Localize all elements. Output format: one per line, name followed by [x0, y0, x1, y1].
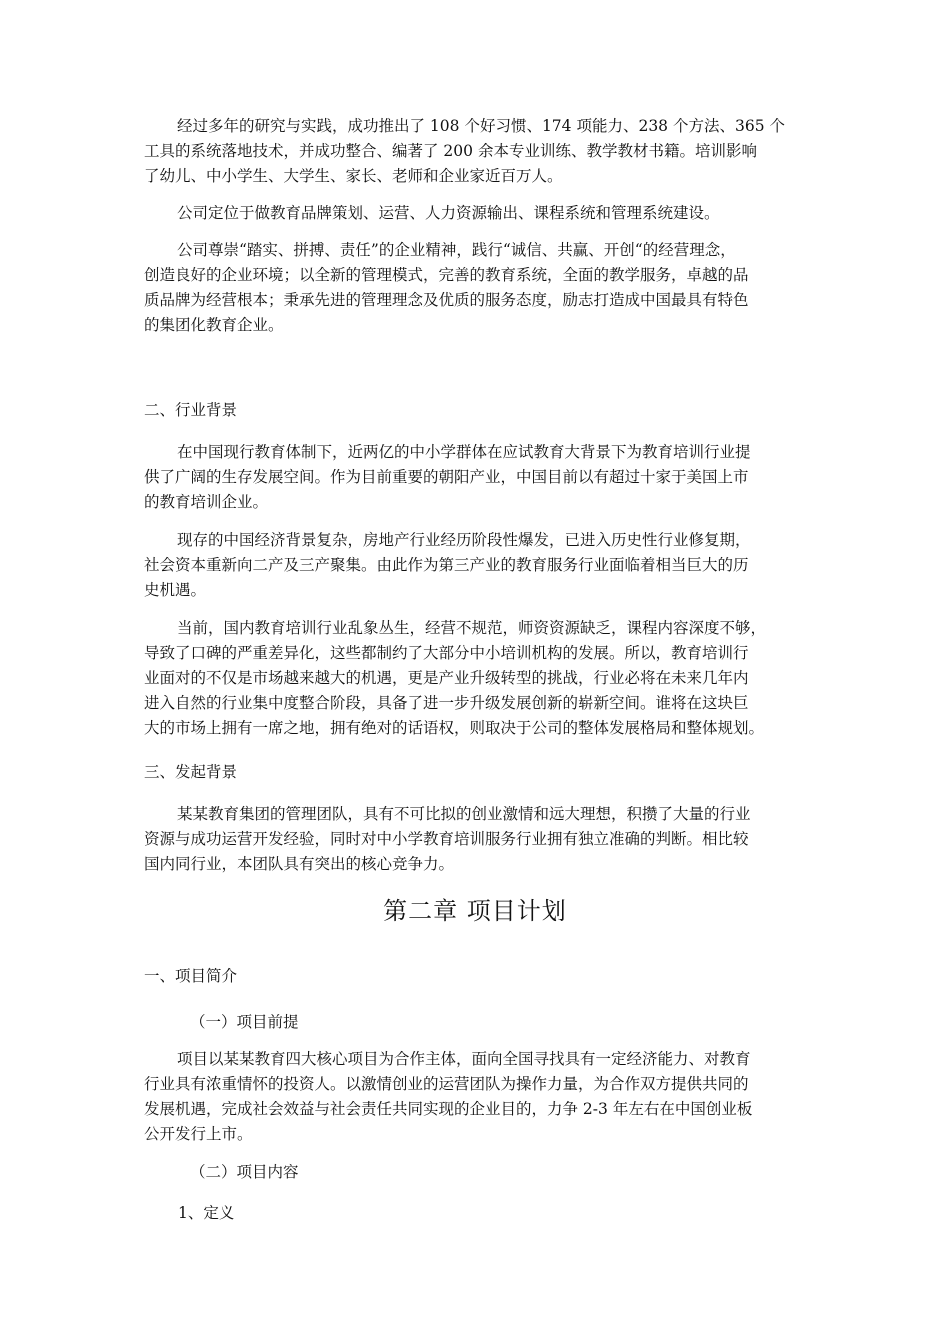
- text-line: 质品牌为经营根本；秉承先进的管理理念及优质的服务态度，励志打造成中国最具有特色: [144, 291, 749, 309]
- text-line: 资源与成功运营开发经验，同时对中小学教育培训服务行业拥有独立准确的判断。相比较: [144, 830, 749, 848]
- text-line: 公开发行上市。: [144, 1125, 253, 1143]
- text-line: 公司尊崇“踏实、拼搏、责任”的企业精神，践行“诚信、共赢、开创“的经营理念，: [177, 241, 736, 259]
- subsection-heading-project-content: （二）项目内容: [190, 1163, 299, 1181]
- text-line: 工具的系统落地技术，并成功整合、编著了 200 余本专业训练、教学教材书籍。培训影响: [144, 142, 757, 160]
- text-line: 导致了口碑的严重差异化，这些都制约了大部分中小培训机构的发展。所以，教育培训行: [144, 644, 749, 662]
- text-line: 的教育培训企业。: [144, 493, 269, 511]
- text-line: 现存的中国经济背景复杂，房地产行业经历阶段性爆发，已进入历史性行业修复期，: [177, 531, 751, 549]
- text-line: 社会资本重新向二产及三产聚集。由此作为第三产业的教育服务行业面临着相当巨大的历: [144, 556, 749, 574]
- paragraph-industry-2: [144, 528, 820, 603]
- text-line: 的集团化教育企业。: [144, 316, 284, 334]
- paragraph-company-spirit: [144, 238, 820, 338]
- paragraph-company-achievements: [144, 114, 820, 189]
- text-line: 公司定位于做教育品牌策划、运营、人力资源输出、课程系统和管理系统建设。: [177, 204, 720, 222]
- text-line: 创造良好的企业环境；以全新的管理模式，完善的教育系统，全面的教学服务，卓越的品: [144, 266, 749, 284]
- text-line: 国内同行业，本团队具有突出的核心竞争力。: [144, 855, 455, 873]
- text-line: 大的市场上拥有一席之地，拥有绝对的话语权，则取决于公司的整体发展格局和整体规划。: [144, 719, 765, 737]
- section-heading-project-intro: 一、项目简介: [144, 967, 238, 985]
- text-line: 项目以某某教育四大核心项目为合作主体，面向全国寻找具有一定经济能力、对教育: [177, 1050, 751, 1068]
- section-heading-industry-background: 二、行业背景: [144, 401, 238, 419]
- text-line: 经过多年的研究与实践，成功推出了 108 个好习惯、174 项能力、238 个方法、365 个: [177, 117, 785, 135]
- text-line: 史机遇。: [144, 581, 207, 599]
- section-heading-launch-background: 三、发起背景: [144, 763, 238, 781]
- text-line: 在中国现行教育体制下，近两亿的中小学群体在应试教育大背景下为教育培训行业提: [177, 443, 751, 461]
- text-line: 某某教育集团的管理团队，具有不可比拟的创业激情和远大理想，积攒了大量的行业: [177, 805, 751, 823]
- text-line: 了幼儿、中小学生、大学生、家长、老师和企业家近百万人。: [144, 167, 563, 185]
- subsection-heading-project-premise: （一）项目前提: [190, 1013, 299, 1031]
- paragraph-industry-3: [144, 616, 820, 741]
- paragraph-launch-background: [144, 802, 820, 877]
- text-line: 业面对的不仅是市场越来越大的机遇，更是产业升级转型的挑战，行业必将在未来几年内: [144, 669, 749, 687]
- paragraph-project-premise: [144, 1047, 820, 1147]
- text-line: 当前，国内教育培训行业乱象丛生，经营不规范，师资资源缺乏，课程内容深度不够，: [177, 619, 767, 637]
- text-line: 行业具有浓重情怀的投资人。以激情创业的运营团队为操作力量，为合作双方提供共同的: [144, 1075, 749, 1093]
- paragraph-company-positioning: [144, 201, 820, 226]
- paragraph-industry-1: [144, 440, 820, 515]
- item-heading-definition: 1、定义: [178, 1204, 235, 1222]
- chapter-title: 第二章 项目计划: [383, 897, 567, 925]
- text-line: 供了广阔的生存发展空间。作为目前重要的朝阳产业，中国目前以有超过十家于美国上市: [144, 468, 749, 486]
- text-line: 发展机遇，完成社会效益与社会责任共同实现的企业目的，力争 2-3 年左右在中国创业板: [144, 1100, 753, 1118]
- text-line: 进入自然的行业集中度整合阶段，具备了进一步升级发展创新的崭新空间。谁将在这块巨: [144, 694, 749, 712]
